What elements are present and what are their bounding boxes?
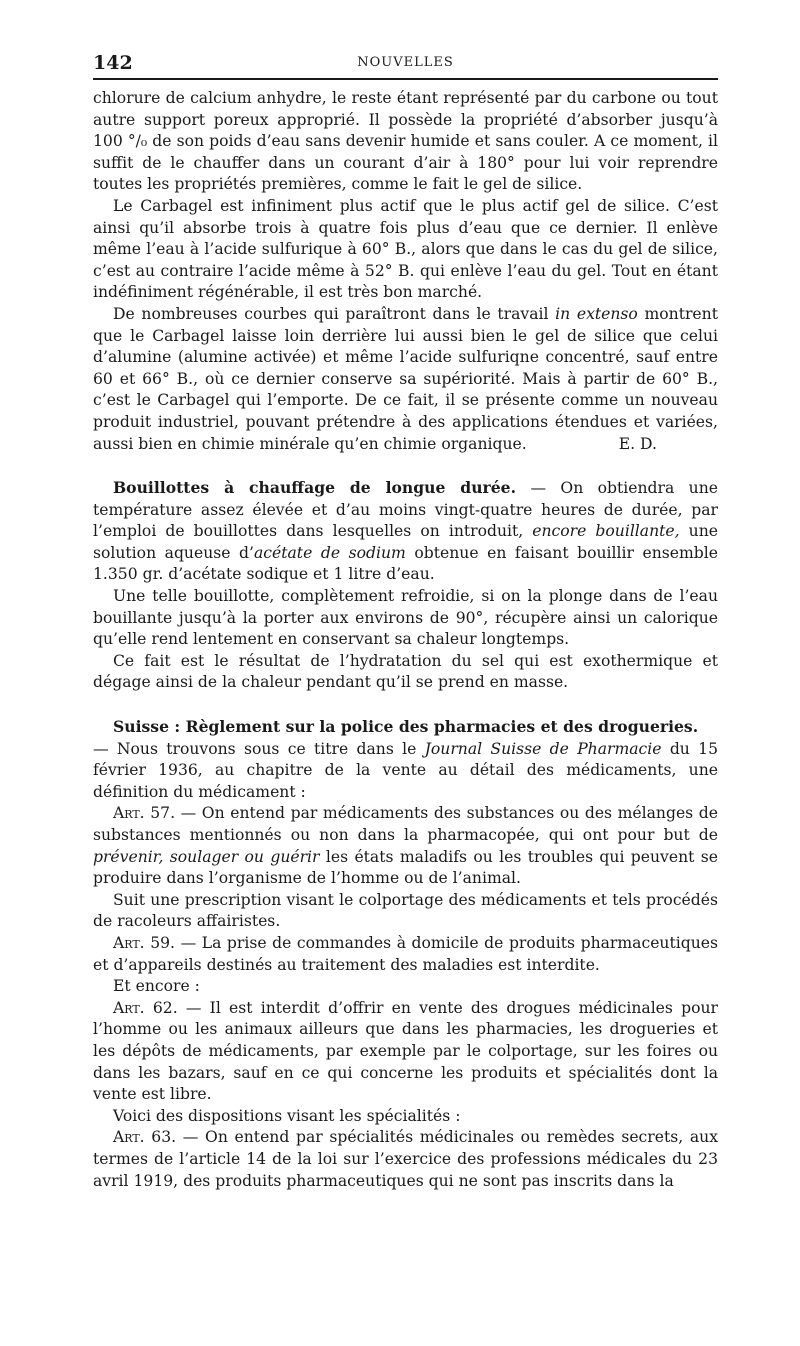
paragraph: Et encore :: [113, 977, 200, 996]
section-bouillottes: [93, 477, 718, 694]
running-title: NOUVELLES: [357, 55, 454, 70]
paragraph: Ce fait est le résultat de l’hydratation du sel qui est exothermique et dégage ainsi de la chaleur pendant qu’il se prend en masse.: [93, 651, 718, 692]
article-label: Art. 62.: [113, 998, 178, 1017]
section-title: Suisse : Règlement sur la police des pharmacies et des drogueries.: [113, 717, 699, 737]
article-59: Art. 59. — La prise de commandes à domicile de produits pharmaceutiques et d’appareils destinés au traitement des maladies est interdite.: [93, 933, 718, 974]
paragraph: De nombreuses courbes qui paraîtront dans le travail in extenso montrent que le Carbagel laisse loin derrière lui aussi bien le gel de silice que celui d’alumine (alumine activée) et même l’acide sulfuriqne concentré, sauf entre 60 et 66° B., où ce dernier conserve sa supériorité. Mais à partir de 60° B., c’est le Carbagel qui l’emporte. De ce fait, il se présente comme un nouveau produit industriel, pouvant prétendre à des applications étendues et variées, aussi bien en chimie minérale qu’en chimie organique. E. D.: [93, 304, 718, 455]
paragraph: — Nous trouvons sous ce titre dans le Journal Suisse de Pharmacie du 15 février 1936, au chapitre de la vente au détail des médicaments, une définition du médicament :: [93, 739, 718, 801]
paragraph: Bouillottes à chauffage de longue durée. — On obtiendra une température assez élevée et d’au moins vingt-quatre heures de durée, par l’emploi de bouillottes dans lesquelles on introduit, encore bouillante, une solution aqueuse d’acétate de sodium obtenue en faisant bouillir ensemble 1.350 gr. d’acétate sodique et 1 litre d’eau.: [93, 478, 718, 584]
article-57: Art. 57. — On entend par médicaments des substances ou des mélanges de substances mentionnés ou non dans la pharmacopée, qui ont pour but de prévenir, soulager ou guérir les états maladifs ou les troubles qui peuvent se produire dans l’organisme de l’homme ou de l’animal.: [93, 804, 718, 888]
article-62: Art. 62. — Il est interdit d’offrir en vente des drogues médicinales pour l’homme ou les animaux ailleurs que dans les pharmacies, les drogueries et les dépôts de médicaments, par exemple par le colportage, sur les foires ou dans les bazars, sauf en ce qui concerne les produits et spécialités dont la vente est libre.: [93, 998, 718, 1104]
signature: E. D.: [618, 434, 657, 453]
section-carbagel: [93, 88, 718, 455]
section-title-paragraph: [93, 716, 718, 739]
page-number: 142: [93, 52, 133, 74]
article-label: Art. 59.: [113, 933, 175, 952]
article-63: Art. 63. — On entend par spécialités médicinales ou remèdes secrets, aux termes de l’article 14 de la loi sur l’exercice des professions médicales du 23 avril 1919, des produits pharmaceutiques qui ne sont pas inscrits dans la: [93, 1128, 718, 1190]
paragraph: chlorure de calcium anhydre, le reste étant représenté par du carbone ou tout autre support poreux approprié. Il possède la propriété d’absorber jusqu’à 100 °/₀ de son poids d’eau sans devenir humide et sans couler. A ce moment, il suffit de le chauffer dans un courant d’air à 180° pour lui voir reprendre toutes les propriétés premières, comme le fait le gel de silice.: [93, 89, 718, 194]
paragraph: Voici des dispositions visant les spécialités :: [113, 1106, 461, 1125]
paragraph: Une telle bouillotte, complètement refroidie, si on la plonge dans de l’eau bouillante jusqu’à la porter aux environs de 90°, récupère ainsi un calorique qu’elle rend lentement en conservant sa chaleur longtemps.: [93, 587, 718, 649]
paragraph: Le Carbagel est infiniment plus actif que le plus actif gel de silice. C’est ainsi qu’il absorbe trois à quatre fois plus d’eau que ce dernier. Il enlève même l’eau à l’acide sulfurique à 60° B., alors que dans le cas du gel de silice, c’est au contraire l’acide même à 52° B. qui enlève l’eau du gel. Tout en étant indéfiniment régénérable, il est très bon marché.: [93, 196, 718, 302]
section-suisse: [93, 716, 718, 1192]
page-header: [93, 52, 718, 80]
article-label: Art. 63.: [113, 1128, 177, 1147]
paragraph: Suit une prescription visant le colportage des médicaments et tels procédés de racoleurs affairistes.: [93, 890, 718, 931]
article-label: Art. 57.: [113, 804, 176, 823]
section-title: Bouillottes à chauffage de longue durée.: [113, 478, 517, 498]
